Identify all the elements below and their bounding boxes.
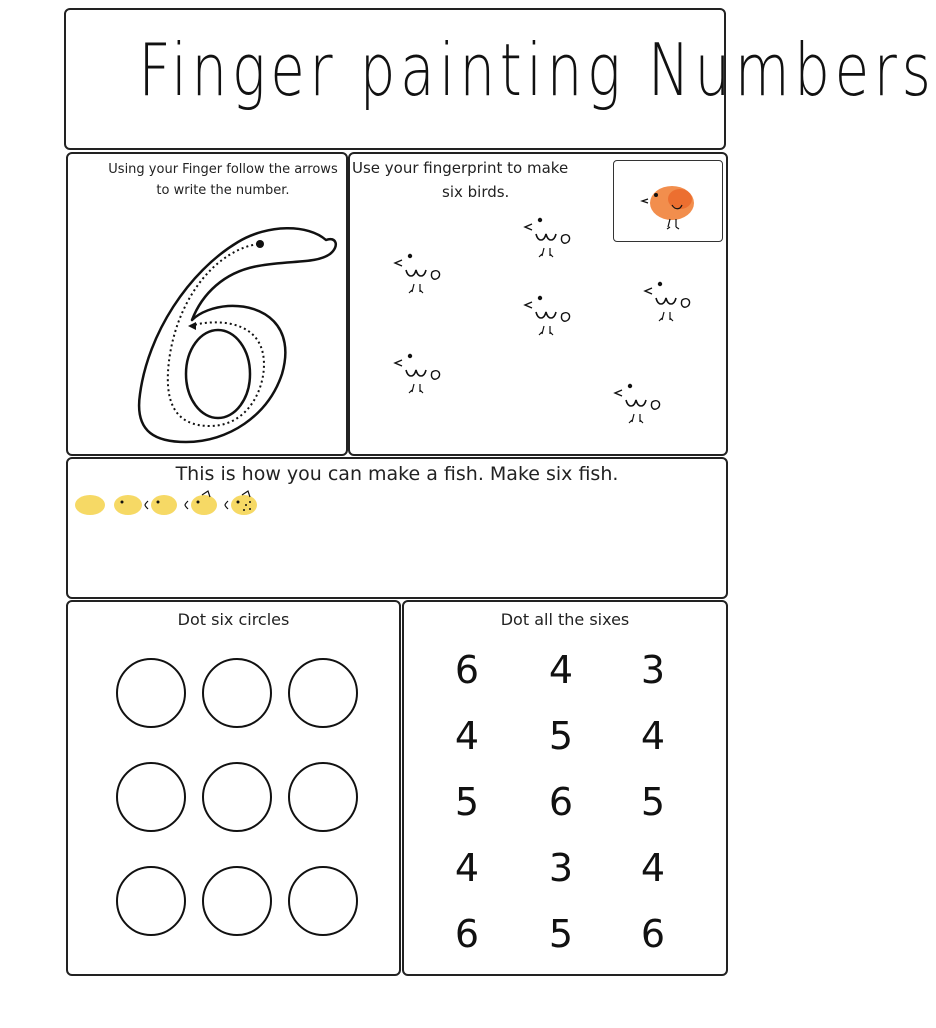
dot-circles-title: Dot six circles — [177, 610, 290, 629]
fish-step-5-icon — [225, 491, 257, 515]
number-cell[interactable]: 6 — [640, 912, 666, 956]
arrow-icon — [188, 322, 196, 330]
dot-circle[interactable] — [288, 762, 358, 832]
fish-step-1-icon — [75, 495, 105, 515]
number-cell[interactable]: 6 — [548, 780, 574, 824]
bird-instruction-line2: six birds. — [442, 183, 510, 201]
number-six-tracing-outline[interactable] — [68, 154, 350, 458]
fish-step-2-icon — [114, 495, 142, 515]
number-cell[interactable]: 4 — [454, 714, 480, 758]
dot-circle[interactable] — [202, 866, 272, 936]
bird-outline-icon[interactable] — [520, 292, 580, 344]
number-cell[interactable]: 5 — [640, 780, 666, 824]
number-cell[interactable]: 5 — [548, 714, 574, 758]
dot-circle[interactable] — [288, 658, 358, 728]
fish-step-4-icon — [185, 491, 217, 515]
bird-outline-icon[interactable] — [390, 250, 450, 302]
dot-circle[interactable] — [202, 658, 272, 728]
number-cell[interactable]: 3 — [640, 648, 666, 692]
example-bird-box — [613, 160, 723, 242]
bird-panel — [348, 152, 728, 456]
number-cell[interactable]: 4 — [454, 846, 480, 890]
dot-sixes-panel — [402, 600, 728, 976]
bird-instruction-line1: Use your fingerprint to make — [352, 159, 569, 177]
trace-instruction: Using your Finger follow the arrows to write the number. — [108, 162, 338, 198]
number-cell[interactable]: 6 — [454, 648, 480, 692]
dot-circle[interactable] — [116, 658, 186, 728]
bird-outline-icon[interactable] — [520, 214, 580, 266]
bird-outline-icon[interactable] — [390, 350, 450, 402]
fingerprint-bird-example-icon — [614, 161, 721, 240]
dot-circles-panel — [66, 600, 401, 976]
number-cell[interactable]: 3 — [548, 846, 574, 890]
number-cell[interactable]: 5 — [454, 780, 480, 824]
number-cell[interactable]: 4 — [640, 846, 666, 890]
dot-circle[interactable] — [202, 762, 272, 832]
dot-circle[interactable] — [288, 866, 358, 936]
start-point-icon — [256, 240, 264, 248]
fish-steps-illustration — [72, 487, 272, 521]
fish-step-3-icon — [145, 495, 177, 515]
number-cell[interactable]: 4 — [548, 648, 574, 692]
page-title: Finger painting Numbers — [138, 28, 936, 112]
bird-outline-icon[interactable] — [640, 278, 700, 330]
bird-outline-icon[interactable] — [610, 380, 670, 432]
fish-instruction: This is how you can make a fish. Make six fish. — [175, 463, 619, 485]
fish-panel — [66, 457, 728, 599]
dot-circle[interactable] — [116, 866, 186, 936]
trace-number-panel — [66, 152, 348, 456]
dot-circle[interactable] — [116, 762, 186, 832]
number-cell[interactable]: 6 — [454, 912, 480, 956]
dot-sixes-title: Dot all the sixes — [500, 610, 630, 629]
number-cell[interactable]: 4 — [640, 714, 666, 758]
title-panel — [64, 8, 936, 150]
number-cell[interactable]: 5 — [548, 912, 574, 956]
